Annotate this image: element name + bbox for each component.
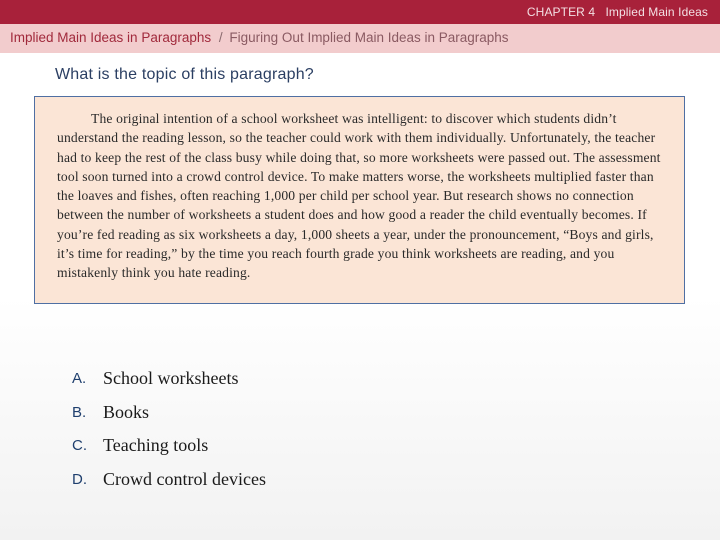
breadcrumb-subsection[interactable]: Figuring Out Implied Main Ideas in Paragraphs xyxy=(229,30,509,45)
chapter-title: Implied Main Ideas xyxy=(605,5,708,19)
chapter-number: CHAPTER 4 xyxy=(526,5,596,19)
passage-box xyxy=(34,96,685,304)
passage-text: The original intention of a school worksheet was intelligent: to discover which students didn’t understand the reading lesson, so the teacher could work with them individually. Unfortunately, the teacher had to keep the rest of the class busy while doing that, so more worksheets were passed out. The assessment tool soon turned into a crowd control device. To make matters worse, the worksheets multiplied faster than the loaves and fishes, often reaching 1,000 per child per school year. But research shows no connection between the number of worksheets a student does and how good a reader the child eventually becomes. If you’re fed reading as six worksheets a day, 1,000 sheets a year, under the pronouncement, “Boys and girls, it’s time for reading,” by the time you reach fourth grade you think worksheets are reading, and you mistakenly think you hate reading. xyxy=(57,111,661,281)
option-a[interactable] xyxy=(72,362,266,396)
option-letter: A. xyxy=(72,370,87,388)
option-b[interactable] xyxy=(72,396,266,430)
breadcrumb-section[interactable]: Implied Main Ideas in Paragraphs xyxy=(10,30,212,45)
breadcrumb-separator: / xyxy=(218,30,223,45)
answer-options xyxy=(72,362,266,496)
option-d[interactable] xyxy=(72,463,266,497)
option-c[interactable] xyxy=(72,429,266,463)
option-letter: C. xyxy=(72,437,87,455)
option-letter: B. xyxy=(72,403,87,421)
option-text: Books xyxy=(103,401,150,422)
option-text: Crowd control devices xyxy=(103,468,266,489)
option-letter: D. xyxy=(72,470,87,488)
option-text: Teaching tools xyxy=(103,435,209,456)
breadcrumb-bar xyxy=(0,24,720,53)
chapter-label xyxy=(527,5,708,19)
chapter-header-bar xyxy=(0,0,720,24)
breadcrumb xyxy=(10,30,509,45)
question-heading: What is the topic of this paragraph? xyxy=(55,66,314,83)
option-text: School worksheets xyxy=(103,368,239,389)
